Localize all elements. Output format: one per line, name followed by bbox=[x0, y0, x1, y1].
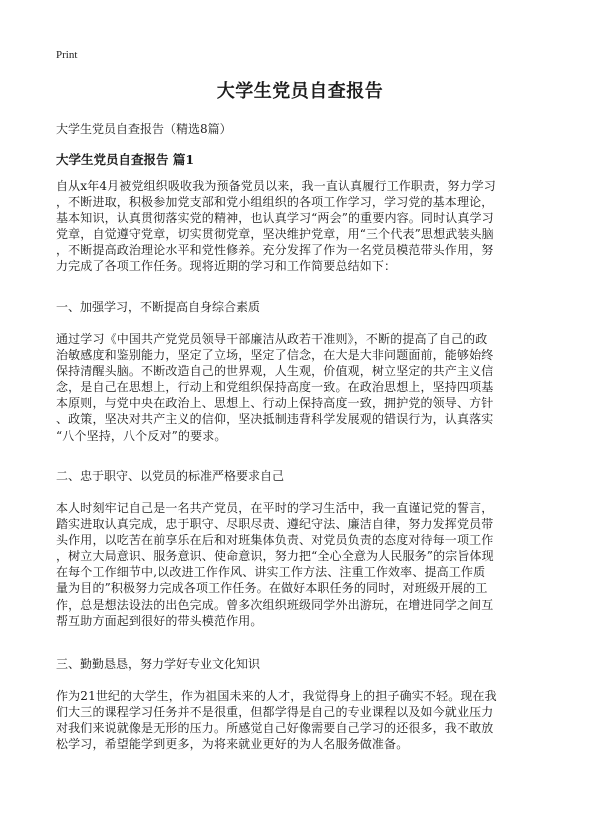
intro-paragraph bbox=[56, 178, 548, 275]
heading-1: 一、加强学习，不断提高自身综合素质 bbox=[56, 300, 261, 314]
paragraph-2-line: 作，总是想法设法的出色完成。曾多次组织班级同学外出游玩，在增进同学之间互 bbox=[56, 597, 494, 612]
print-link[interactable]: Print bbox=[56, 49, 78, 61]
paragraph-3 bbox=[56, 688, 548, 752]
paragraph-1-line: 治敏感度和鉴别能力，坚定了立场，坚定了信念，在大是大非问题面前，能够始终 bbox=[56, 348, 494, 363]
intro-line: 党章，自觉遵守党章，切实贯彻党章，坚决维护党章，用“三个代表”思想武装头脑 bbox=[56, 227, 494, 242]
paragraph-1-line: 通过学习《中国共产党党员领导干部廉洁从政若干准则》，不断的提高了自己的政 bbox=[56, 332, 488, 346]
paragraph-1-line: 本原则，与党中央在政治上、思想上、行动上保持高度一致，拥护党的领导、方针 bbox=[56, 396, 494, 411]
paragraph-1-line: 念，是自己在思想上，行动上和党组织保持高度一致。在政治思想上，坚持四项基 bbox=[56, 380, 494, 395]
paragraph-3-line: 们大三的课程学习任务并不是很重，但都学得是自己的专业课程以及如今就业压力 bbox=[56, 705, 494, 720]
heading-3: 三、勤勤恳恳，努力学好专业文化知识 bbox=[56, 657, 261, 671]
paragraph-2-line: ，树立大局意识、服务意识、使命意识，努力把“全心全意为人民服务”的宗旨体现 bbox=[56, 549, 494, 564]
intro-line: ，不断提高政治理论水平和党性修养。充分发挥了作为一名党员模范带头作用，努 bbox=[56, 243, 494, 258]
heading-2: 二、忠于职守、以党员的标准严格要求自己 bbox=[56, 469, 285, 483]
intro-line: 自从x年4月被党组织吸收我为预备党员以来，我一直认真履行工作职责，努力学习 bbox=[56, 179, 496, 193]
document-subtitle: 大学生党员自查报告（精选8篇） bbox=[56, 122, 232, 136]
intro-line: ，不断进取，积极参加党支部和党小组组织的各项工作学习，学习党的基本理论， bbox=[56, 195, 494, 210]
paragraph-1-line: 、政策，坚决对共产主义的信仰，坚决抵制违背科学发展观的错误行为，认真落实 bbox=[56, 412, 494, 427]
paragraph-3-line: 松学习，希望能学到更多，为将来就业更好的为人名服务做准备。 bbox=[56, 737, 409, 752]
paragraph-2-line: 帮互助方面起到很好的带头模范作用。 bbox=[56, 613, 263, 628]
paragraph-2-line: 量为目的”积极努力完成各项工作任务。在做好本职任务的同时，对班级开展的工 bbox=[56, 581, 488, 596]
paragraph-2 bbox=[56, 500, 548, 629]
intro-line: 力完成了各项工作任务。现将近期的学习和工作简要总结如下： bbox=[56, 259, 397, 274]
document-title: 大学生党员自查报告 bbox=[216, 81, 384, 102]
paragraph-3-line: 对我们来说就像是无形的压力。所感觉自己好像需要自己学习的还很多，我不敢放 bbox=[56, 721, 494, 736]
paragraph-2-line: 头作用，以吃苦在前享乐在后和对班集体负责、对党员负责的态度对待每一项工作 bbox=[56, 533, 494, 548]
paragraph-2-line: 本人时刻牢记自己是一名共产党员，在平时的学习生活中，我一直谨记党的誓言， bbox=[56, 501, 494, 515]
intro-line: 基本知识，认真贯彻落实党的精神，也认真学习“两会”的重要内容。同时认真学习 bbox=[56, 211, 494, 226]
paragraph-1 bbox=[56, 331, 548, 444]
section-title: 大学生党员自查报告 篇1 bbox=[56, 152, 195, 167]
paragraph-1-line: “八个坚持，八个反对”的要求。 bbox=[56, 428, 227, 443]
paragraph-3-line: 作为21世纪的大学生，作为祖国未来的人才，我觉得身上的担子确实不轻。现在我 bbox=[56, 689, 497, 703]
paragraph-1-line: 保持清醒头脑。不断改造自己的世界观，人生观，价值观，树立坚定的共产主义信 bbox=[56, 364, 494, 379]
paragraph-2-line: 在每个工作细节中,以改进工作作风、讲实工作方法、注重工作效率、提高工作质 bbox=[56, 565, 486, 580]
paragraph-2-line: 踏实进取认真完成，忠于职守、尽职尽责、遵纪守法、廉洁自律，努力发挥党员带 bbox=[56, 517, 494, 532]
